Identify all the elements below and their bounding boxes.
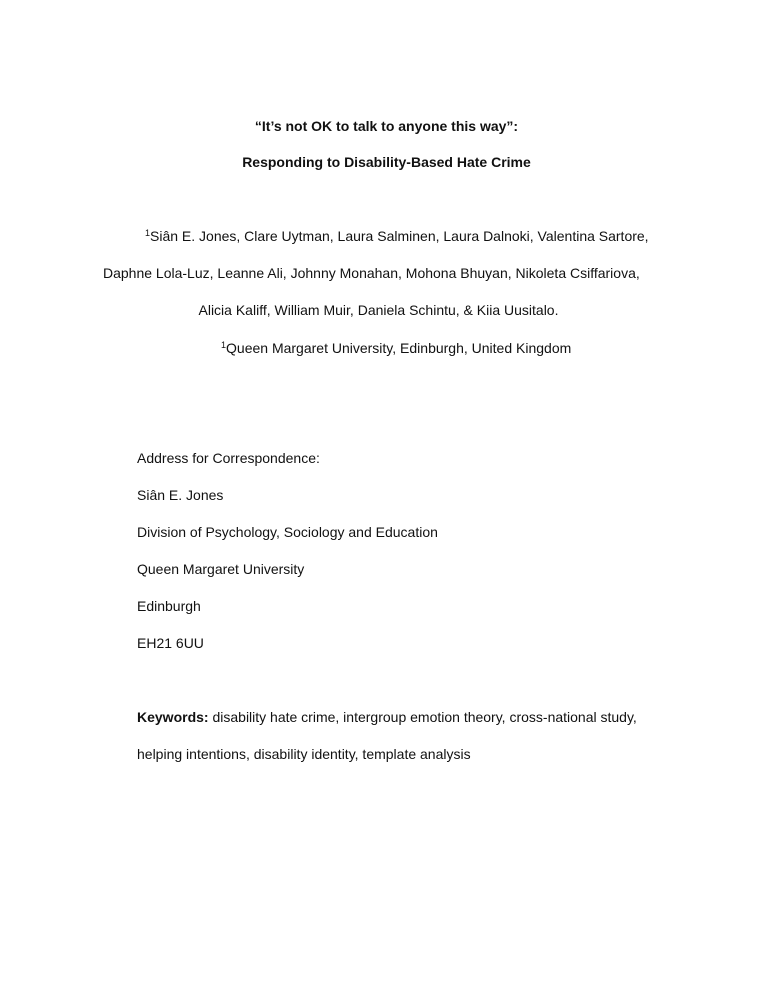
affiliation-marker: 1 [221, 340, 227, 350]
author-affiliation-marker: 1 [145, 228, 151, 238]
keywords-text-1: disability hate crime, intergroup emotion theory, cross-national study, [212, 709, 637, 725]
correspondence-city: Edinburgh [137, 598, 201, 614]
paper-title-line-2: Responding to Disability-Based Hate Crime [242, 154, 531, 170]
keywords-label: Keywords: [137, 709, 209, 725]
paper-title-line-1: “It’s not OK to talk to anyone this way”: [254, 118, 519, 134]
author-line-2: Daphne Lola-Luz, Leanne Ali, Johnny Monahan, Mohona Bhuyan, Nikoleta Csiffariova, [103, 265, 640, 281]
keywords-line-1 [137, 708, 757, 726]
correspondence-name: Siân E. Jones [137, 487, 224, 503]
author-line-1 [145, 227, 765, 245]
author-line-3: Alicia Kaliff, William Muir, Daniela Schintu, & Kiia Uusitalo. [198, 302, 559, 318]
correspondence-heading: Address for Correspondence: [137, 450, 320, 466]
correspondence-university: Queen Margaret University [137, 561, 305, 577]
affiliation [221, 339, 761, 357]
correspondence-division: Division of Psychology, Sociology and Education [137, 524, 438, 540]
author-names-1: Siân E. Jones, Clare Uytman, Laura Salminen, Laura Dalnoki, Valentina Sartore, [150, 228, 649, 244]
correspondence-postcode: EH21 6UU [137, 635, 204, 651]
affiliation-text: Queen Margaret University, Edinburgh, United Kingdom [226, 340, 572, 356]
keywords-line-2: helping intentions, disability identity, template analysis [137, 746, 471, 762]
